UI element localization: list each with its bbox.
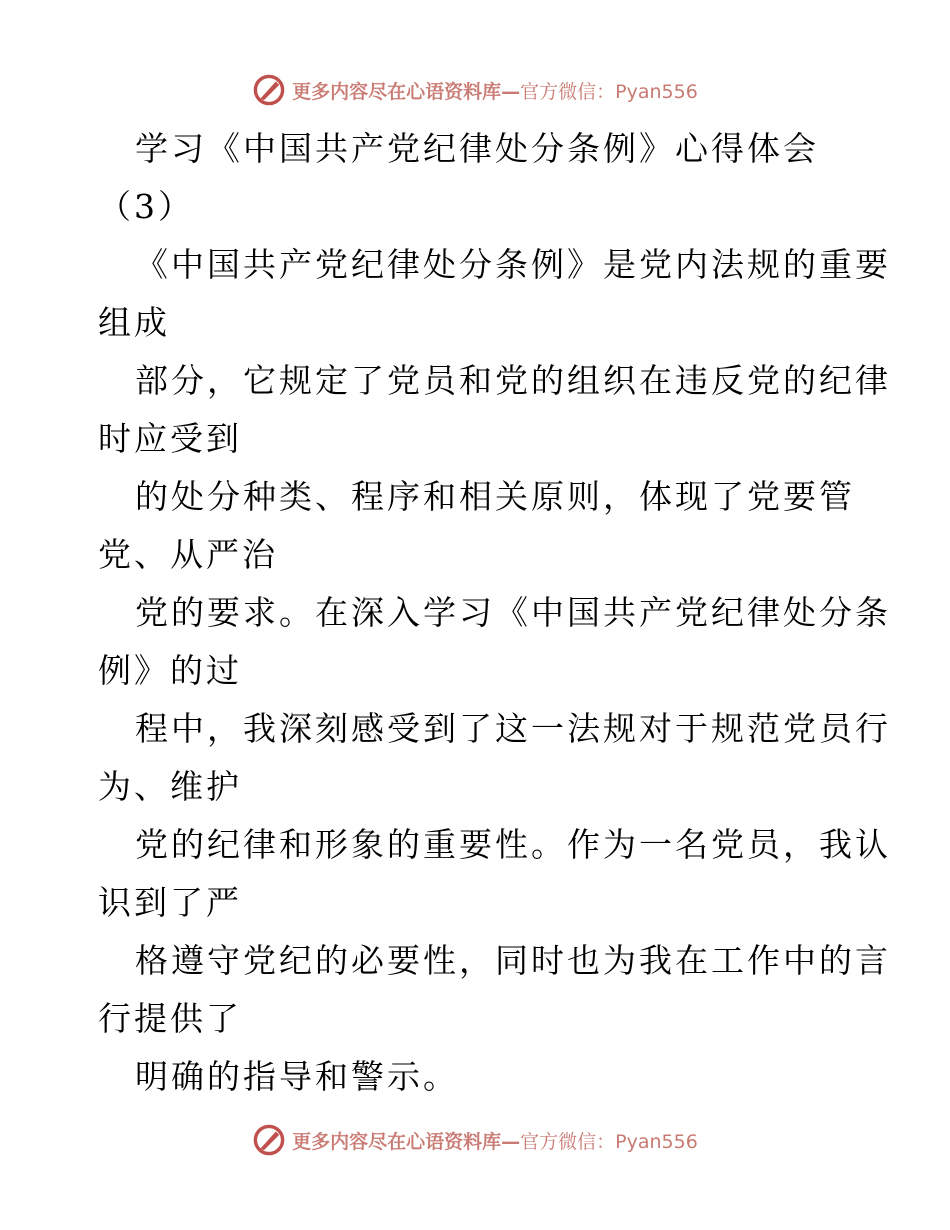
footer-banner: [0, 1118, 950, 1162]
document-body: [98, 120, 891, 1106]
paragraph-line: 行提供了: [98, 999, 242, 1038]
banner-contact: 官方微信：Pyan556: [520, 80, 698, 103]
paragraph-line: 格遵守党纪的必要性，同时也为我在工作中的言: [135, 941, 891, 980]
paragraph-line: 党、从严治: [98, 535, 278, 574]
header-banner: [0, 68, 950, 112]
paragraph-line: 部分，它规定了党员和党的组织在违反党的纪律: [135, 361, 891, 400]
banner-contact: 官方微信：Pyan556: [520, 1130, 698, 1153]
banner-text: 更多内容尽在心语资料库—: [292, 80, 521, 103]
pen-logo-icon: [252, 73, 286, 107]
document-title-suffix: （3）: [98, 187, 194, 226]
paragraph-line: 组成: [98, 303, 170, 342]
document-title: 学习《中国共产党纪律处分条例》心得体会: [135, 129, 819, 168]
paragraph-line: 党的要求。在深入学习《中国共产党纪律处分条: [135, 593, 891, 632]
paragraph-line: 的处分种类、程序和相关原则，体现了党要管: [135, 477, 855, 516]
paragraph-line: 《中国共产党纪律处分条例》是党内法规的重要: [135, 245, 891, 284]
paragraph-line: 时应受到: [98, 419, 242, 458]
paragraph-line: 例》的过: [98, 651, 242, 690]
pen-logo-icon: [252, 1123, 286, 1157]
paragraph-line: 为、维护: [98, 767, 242, 806]
paragraph-line: 识到了严: [98, 883, 242, 922]
paragraph-line: 明确的指导和警示。: [135, 1057, 459, 1096]
paragraph-line: 党的纪律和形象的重要性。作为一名党员，我认: [135, 825, 891, 864]
paragraph-line: 程中，我深刻感受到了这一法规对于规范党员行: [135, 709, 891, 748]
banner-text: 更多内容尽在心语资料库—: [292, 1130, 521, 1153]
